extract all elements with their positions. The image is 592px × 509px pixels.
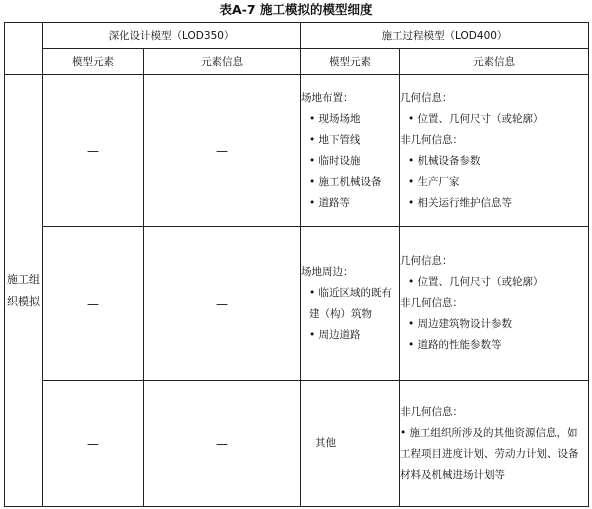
model-detail-table (4, 22, 589, 507)
model-elements-site-layout (301, 75, 400, 227)
subheader-element-info-1: 元素信息 (144, 49, 301, 75)
table-row (5, 227, 589, 381)
info-title: 几何信息： (400, 255, 453, 267)
subheader-element-info-2: 元素信息 (400, 49, 589, 75)
dash-cell: — (43, 75, 144, 227)
subheader-model-element-2: 模型元素 (301, 49, 400, 75)
info-title: 非几何信息： (400, 133, 463, 146)
table-row (5, 75, 589, 227)
info-title: 几何信息： (400, 91, 453, 104)
list-item: • 地下管线 (309, 133, 361, 146)
header-row-sub (5, 49, 589, 75)
list-item: • 位置、几何尺寸（或轮廓） (408, 276, 544, 288)
dash-cell: — (144, 227, 301, 381)
list-item: • 现场场地 (309, 112, 361, 125)
info-title: 非几何信息： (400, 405, 463, 418)
element-info-site-surroundings (400, 227, 589, 381)
list-item: • 临近区域的既有建（构）筑物 (309, 286, 393, 320)
subheader-model-element-1: 模型元素 (43, 49, 144, 75)
dash-cell: — (144, 381, 301, 507)
info-paragraph: • 施工组织所涉及的其他资源信息，如工程项目进度计划、劳动力计划、设备材料及机械进场计划等 (400, 426, 579, 481)
table-caption: 表A-7 施工模拟的模型细度 (219, 2, 373, 17)
list-item: • 机械设备参数 (408, 154, 481, 167)
model-elements-other: 其他 (301, 381, 400, 507)
model-elements-site-surroundings (301, 227, 400, 381)
elements-title: 场地布置： (301, 91, 354, 104)
element-info-site-layout (400, 75, 589, 227)
list-item: • 周边建筑物设计参数 (408, 318, 513, 330)
list-item: • 周边道路 (309, 328, 361, 341)
list-item: • 施工机械设备 (309, 175, 382, 188)
element-info-other (400, 381, 589, 507)
corner-cell (5, 23, 43, 75)
header-row-groups (5, 23, 589, 49)
info-title: 非几何信息： (400, 297, 463, 309)
list-item: • 临时设施 (309, 154, 361, 167)
header-lod350: 深化设计模型（LOD350） (43, 23, 301, 49)
list-item: • 生产厂家 (408, 175, 460, 188)
elements-title: 场地周边： (301, 265, 354, 278)
list-item: • 道路的性能参数等 (408, 339, 502, 351)
dash-cell: — (43, 227, 144, 381)
header-lod400: 施工过程模型（LOD400） (301, 23, 589, 49)
list-item: • 相关运行维护信息等 (408, 196, 513, 209)
row-label-construction-simulation: 施工组织模拟 (5, 75, 43, 507)
dash-cell: — (43, 381, 144, 507)
table-row (5, 381, 589, 507)
list-item: • 位置、几何尺寸（或轮廓） (408, 112, 544, 125)
dash-cell: — (144, 75, 301, 227)
list-item: • 道路等 (309, 196, 351, 209)
